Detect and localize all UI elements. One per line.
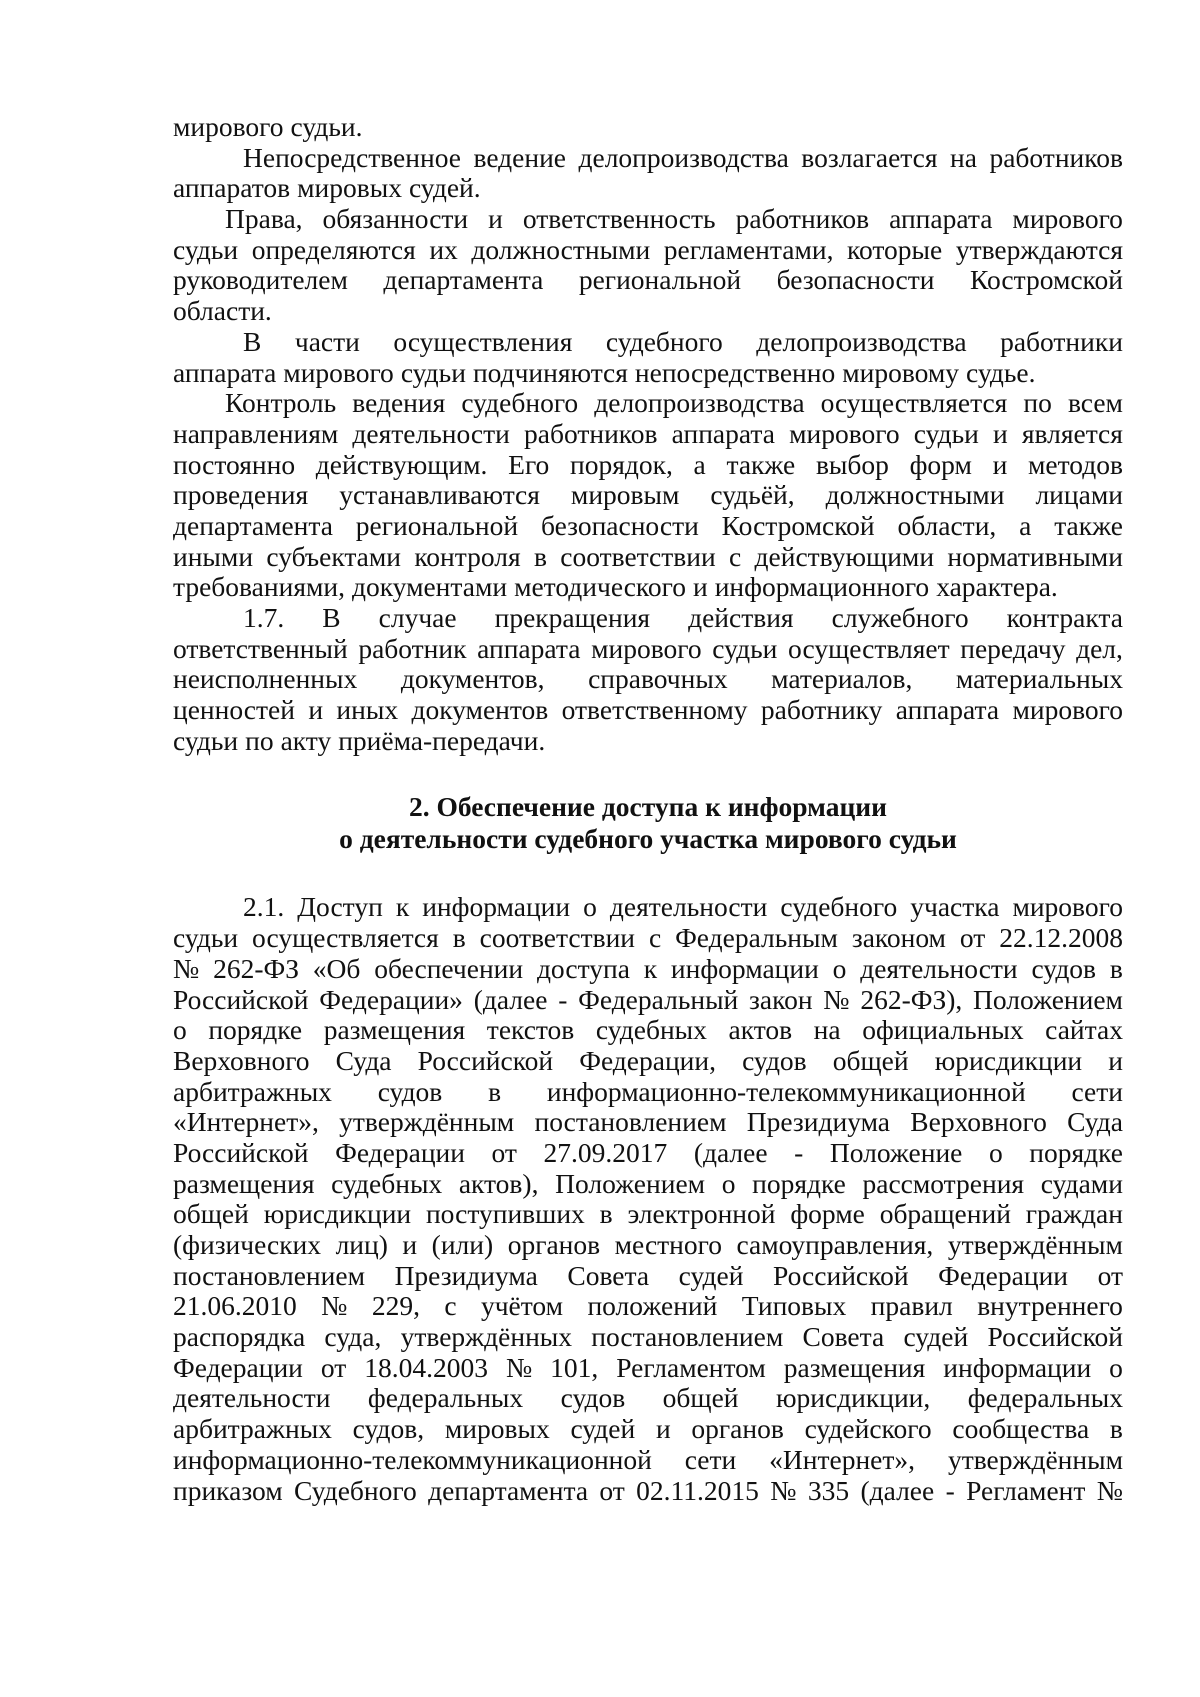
text-line: аппаратов мировых судей. [173,172,481,204]
text-line: судьи определяются их должностными регламентами, которые утверждаются [173,233,1123,265]
text-line: Непосредственное ведение делопроизводства возлагается на работников [243,141,1123,173]
paragraphs-section-1 [173,112,1123,756]
section-heading-line-1: 2. Обеспечение доступа к информации [408,791,887,823]
text-line: распорядка суда, утверждённых постановлением Совета судей Российской [173,1321,1123,1353]
text-line: В части осуществления судебного делопроизводства работники [243,325,1123,357]
text-line: иными субъектами контроля в соответствии с действующими нормативными [173,540,1123,572]
text-line: требованиями, документами методического и информационного характера. [173,571,1058,603]
document-page [173,112,1123,1506]
text-line: о порядке размещения текстов судебных актов на официальных сайтах [173,1014,1123,1046]
text-line: постановлением Президиума Совета судей Российской Федерации от [173,1259,1123,1291]
text-line: судьи осуществляется в соответствии с Федеральным законом от 22.12.2008 [173,922,1123,954]
text-line: арбитражных судов, мировых судей и органов судейского сообщества в [173,1413,1123,1445]
text-line: ценностей и иных документов ответственному работнику аппарата мирового [173,694,1123,726]
text-line: Федерации от 18.04.2003 № 101, Регламентом размещения информации о [173,1351,1123,1383]
text-line: постоянно действующим. Его порядок, а также выбор форм и методов [173,448,1123,480]
text-line: Верховного Суда Российской Федерации, судов общей юрисдикции и [173,1044,1123,1076]
text-line: Контроль ведения судебного делопроизводства осуществляется по всем [225,387,1123,419]
text-line: судьи по акту приёма-передачи. [173,724,546,756]
text-line: мирового судьи. [173,111,363,142]
text-line: арбитражных судов в информационно-телекоммуникационной сети [173,1075,1123,1107]
text-line: «Интернет», утверждённым постановлением Президиума Верховного Суда [173,1106,1123,1138]
text-line: 1.7. В случае прекращения действия служебного контракта [243,602,1123,633]
paragraphs-section-2 [173,892,1123,1506]
text-line: общей юрисдикции поступивших в электронной форме обращений граждан [173,1198,1123,1230]
text-line: № 262-ФЗ «Об обеспечении доступа к информации о деятельности судов в [173,952,1123,984]
text-line: (физических лиц) и (или) органов местного самоуправления, утверждённым [173,1229,1123,1260]
text-line: 2.1. Доступ к информации о деятельности судебного участка мирового [243,891,1123,923]
text-line: приказом Судебного департамента от 02.11.2015 № 335 (далее - Регламент № [173,1474,1123,1506]
text-line: деятельности федеральных судов общей юрисдикции, федеральных [173,1382,1123,1414]
text-line: 21.06.2010 № 229, с учётом положений Типовых правил внутреннего [173,1290,1123,1322]
text-line: проведения устанавливаются мировым судьёй, должностными лицами [173,479,1123,511]
text-line: аппарата мирового судьи подчиняются непосредственно мировому судье. [173,356,1036,388]
text-line: информационно-телекоммуникационной сети «Интернет», утверждённым [173,1443,1123,1475]
text-line: Российской Федерации» (далее - Федеральный закон № 262-ФЗ), Положением [173,983,1123,1015]
text-line: направлениям деятельности работников аппарата мирового судьи и является [173,417,1123,449]
text-line: области. [173,295,272,327]
text-line: департамента региональной безопасности Костромской области, а также [173,509,1123,541]
text-line: неисполненных документов, справочных материалов, материальных [173,663,1123,695]
text-line: Российской Федерации от 27.09.2017 (далее - Положение о порядке [173,1136,1123,1168]
text-line: ответственный работник аппарата мирового судьи осуществляет передачу дел, [173,632,1123,664]
section-heading-line-2: о деятельности судебного участка мирового судьи [339,823,957,855]
text-line: размещения судебных актов), Положением о порядке рассмотрения судами [173,1167,1123,1199]
text-line: Права, обязанности и ответственность работников аппарата мирового [225,203,1123,235]
text-line: руководителем департамента региональной безопасности Костромской [173,264,1123,296]
section-heading [173,791,1123,855]
